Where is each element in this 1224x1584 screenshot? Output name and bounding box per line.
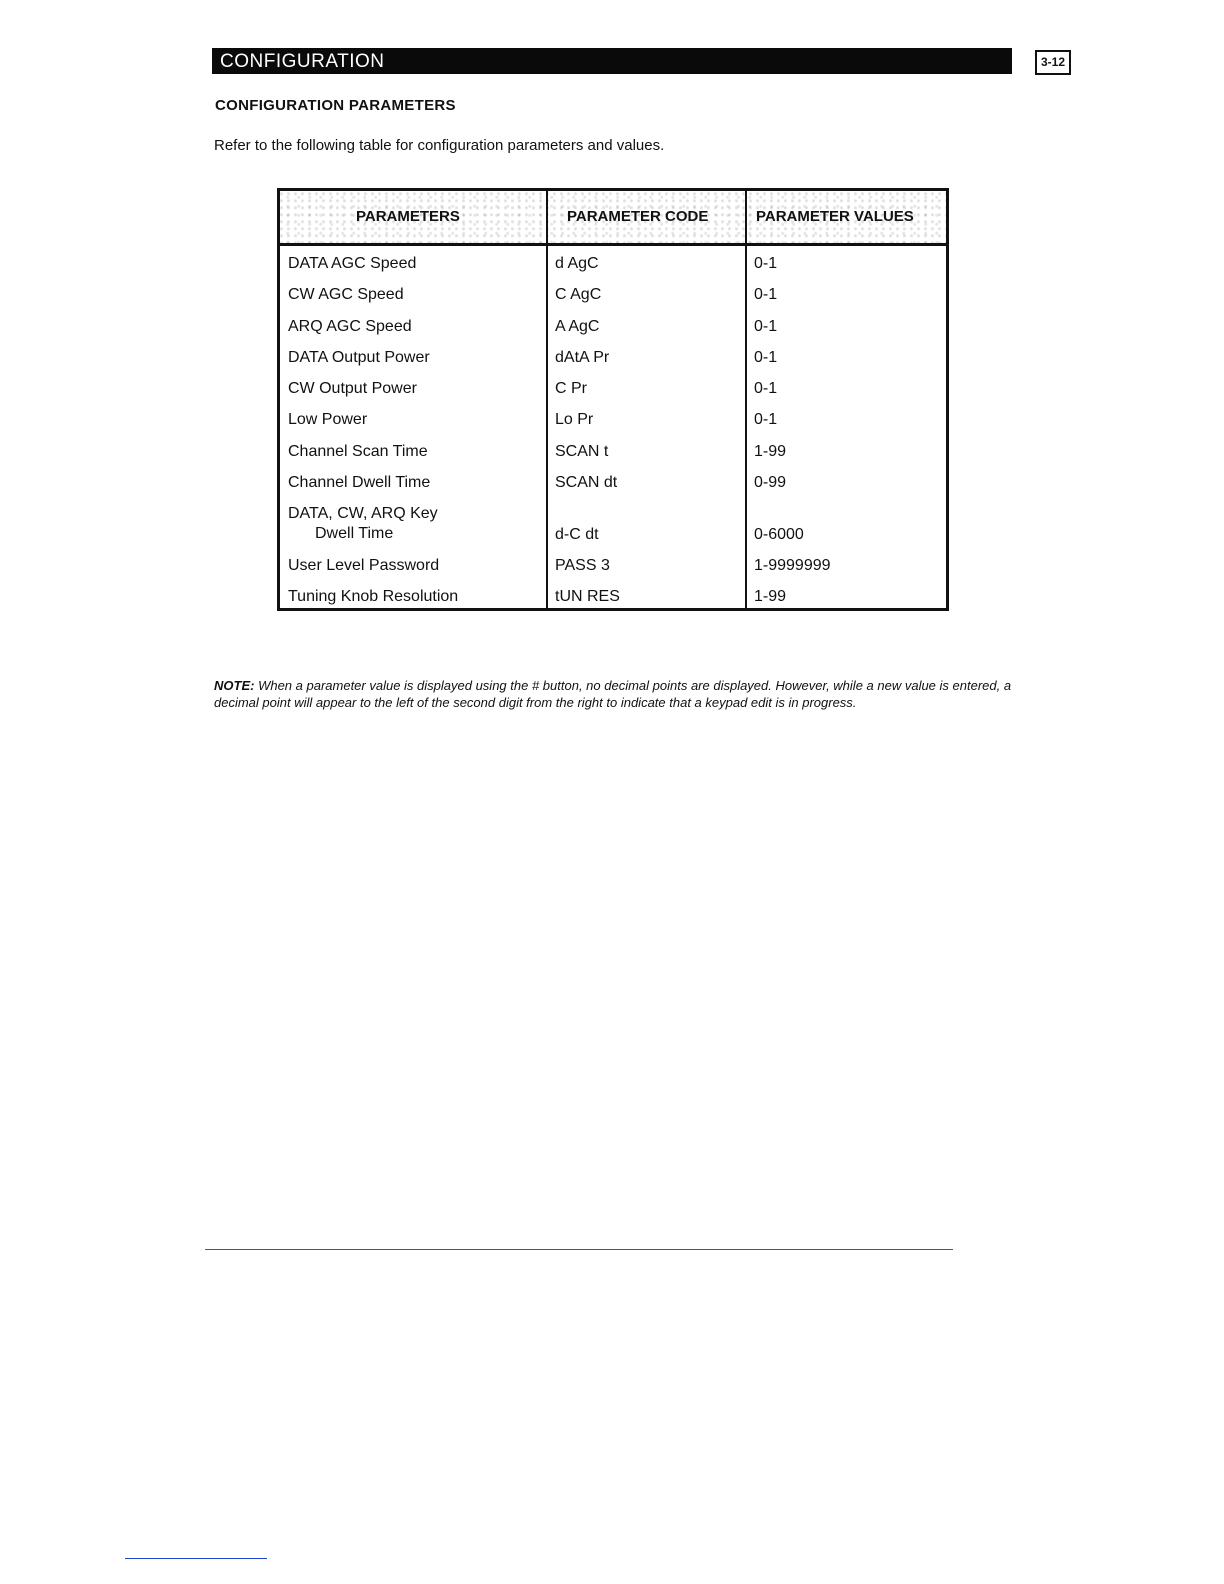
cell-code: SCAN dt [555, 474, 618, 491]
cell-parameter: Low Power [288, 411, 368, 428]
cell-values: 0-99 [754, 474, 787, 491]
header-parameter-code: PARAMETER CODE [567, 208, 709, 225]
table-row [280, 587, 946, 618]
cell-values: 0-6000 [754, 526, 804, 543]
note-text: When a parameter value is displayed using the # button, no decimal points are displayed. However, while a new value is entered, a decimal point will appear to the left of the second digit from the right to indicate that a keypad edit is in progress. [214, 678, 1012, 710]
table-row [280, 442, 946, 473]
cell-values: 0-1 [754, 255, 778, 272]
cell-parameter: ARQ AGC Speed [288, 318, 412, 335]
cell-parameter [288, 504, 438, 544]
page-number: 3-12 [1035, 50, 1071, 75]
header-parameter-values: PARAMETER VALUES [756, 208, 914, 225]
section-header-bar [212, 48, 1012, 74]
cell-code: d-C dt [555, 526, 599, 543]
cell-values: 0-1 [754, 380, 778, 397]
footnote-rule [125, 1558, 267, 1559]
section-header-title: CONFIGURATION [220, 51, 385, 72]
note-paragraph [214, 677, 1014, 711]
parameters-table [277, 188, 949, 611]
table-row [280, 348, 946, 379]
cell-parameter-line1: DATA, CW, ARQ Key [288, 505, 438, 522]
cell-code: A AgC [555, 318, 600, 335]
cell-parameter: Channel Scan Time [288, 443, 428, 460]
cell-parameter: CW AGC Speed [288, 286, 404, 303]
cell-parameter: Tuning Knob Resolution [288, 588, 459, 605]
cell-values: 0-1 [754, 318, 778, 335]
table-row [280, 504, 946, 554]
cell-code: C Pr [555, 380, 587, 397]
table-header [280, 191, 946, 246]
cell-parameter: DATA Output Power [288, 349, 430, 366]
header-parameters: PARAMETERS [356, 208, 460, 225]
footer-rule [205, 1249, 953, 1250]
cell-code: tUN RES [555, 588, 620, 605]
cell-code: Lo Pr [555, 411, 594, 428]
cell-parameter: DATA AGC Speed [288, 255, 417, 272]
cell-parameter: CW Output Power [288, 380, 417, 397]
note-label: NOTE: [214, 678, 255, 693]
cell-code: C AgC [555, 286, 602, 303]
cell-values: 0-1 [754, 411, 778, 428]
table-row [280, 556, 946, 587]
cell-parameter: Channel Dwell Time [288, 474, 431, 491]
cell-parameter: User Level Password [288, 557, 440, 574]
section-title: CONFIGURATION PARAMETERS [215, 97, 456, 114]
cell-values: 1-99 [754, 588, 787, 605]
cell-code: dAtA Pr [555, 349, 610, 366]
cell-code: d AgC [555, 255, 599, 272]
table-row [280, 317, 946, 348]
table-row [280, 254, 946, 285]
table-row [280, 379, 946, 410]
cell-parameter-line2: Dwell Time [315, 525, 394, 542]
cell-values: 0-1 [754, 349, 778, 366]
table-row [280, 285, 946, 316]
cell-code: PASS 3 [555, 557, 610, 574]
cell-values: 1-9999999 [754, 557, 831, 574]
cell-code: SCAN t [555, 443, 609, 460]
intro-text: Refer to the following table for configuration parameters and values. [214, 137, 665, 154]
table-row [280, 410, 946, 441]
cell-values: 1-99 [754, 443, 787, 460]
cell-values: 0-1 [754, 286, 778, 303]
table-row [280, 473, 946, 504]
